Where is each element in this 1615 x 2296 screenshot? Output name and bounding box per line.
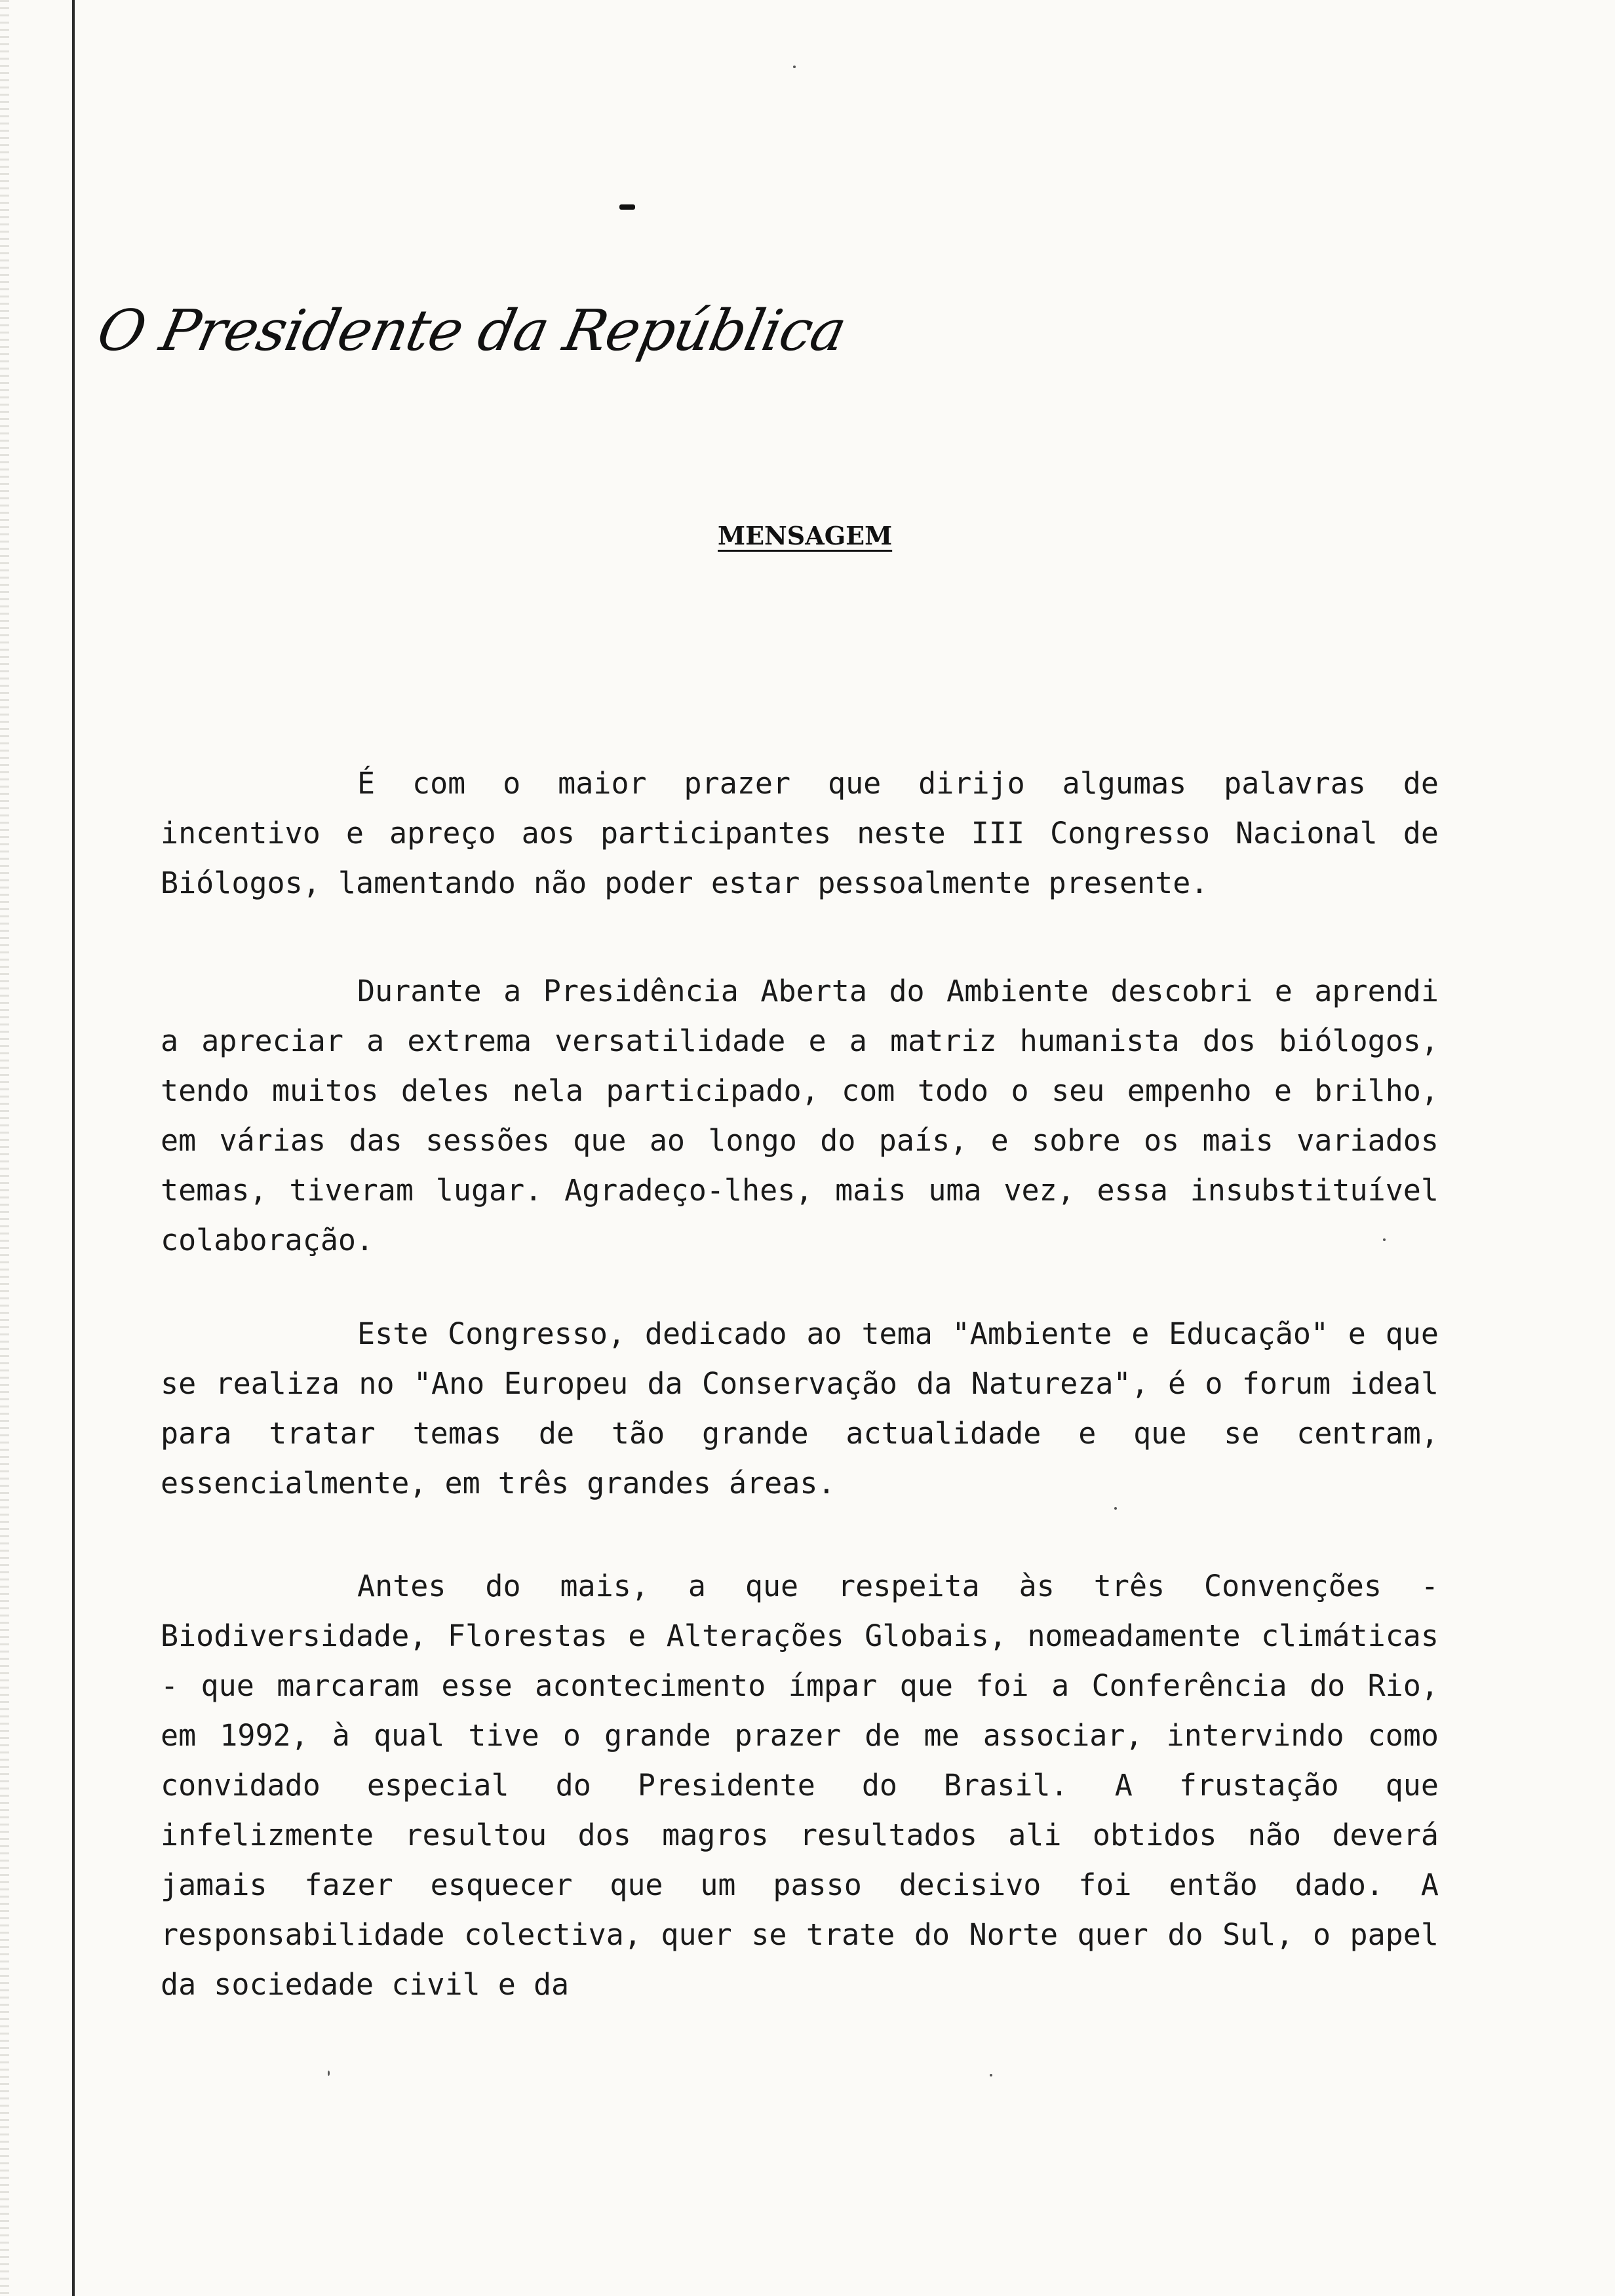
- paragraph-2: Durante a Presidência Aberta do Ambiente descobri e aprendi a apreciar a extrema versatilidade e a matriz humanista dos biólogos, tendo muitos deles nela participado, com todo o seu empenho e brilho, em várias das sessões que ao longo do país, e sobre os mais variados temas, tiveram lugar. Agradeço-lhes, mais uma vez, essa insubstituível colaboração.: [161, 974, 1439, 1257]
- scan-speck: [1114, 1507, 1117, 1510]
- scan-speck: [793, 66, 796, 68]
- scan-edge-noise: [0, 0, 9, 2296]
- scan-speck: [990, 2074, 992, 2076]
- binding-edge-line: [72, 0, 75, 2296]
- scan-mark: [619, 204, 635, 210]
- letterhead: O Presidente da República: [92, 298, 851, 364]
- paragraph-4: Antes do mais, a que respeita às três Convenções - Biodiversidade, Florestas e Alterações Globais, nomeadamente climáticas - que marcaram esse acontecimento ímpar que foi a Conferência do Rio, em 1992, à qual tive o grande prazer de me associar, intervindo como convidado especial do Presidente do Brasil. A frustação que infelizmente resultou dos magros resultados ali obtidos não deverá jamais fazer esquecer que um passo decisivo foi então dado. A responsabilidade colectiva, quer se trate do Norte quer do Sul, o papel da sociedade civil e da: [161, 1569, 1439, 2002]
- scan-speck: [1383, 1238, 1386, 1241]
- document-heading: MENSAGEM: [718, 521, 893, 550]
- paragraph-3: Este Congresso, dedicado ao tema "Ambiente e Educação" e que se realiza no "Ano Europeu da Conservação da Natureza", é o forum ideal para tratar temas de tão grande actualidade e que se centram, essencialmente, em três grandes áreas.: [161, 1316, 1439, 1501]
- paragraph-1: É com o maior prazer que dirijo algumas palavras de incentivo e apreço aos participantes neste III Congresso Nacional de Biólogos, lamentando não poder estar pessoalmente presente.: [161, 766, 1439, 900]
- scan-speck: [328, 2071, 330, 2076]
